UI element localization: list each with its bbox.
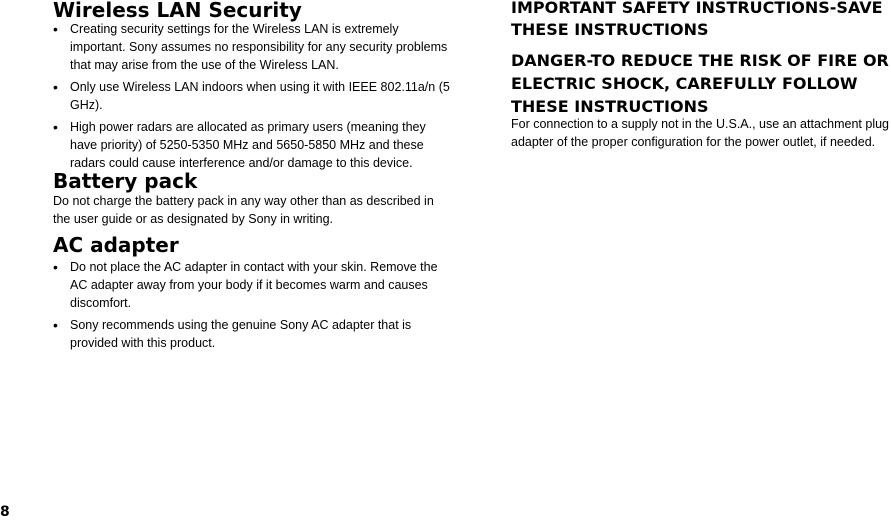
wireless-lan-heading: Wireless LAN Security [53, 0, 302, 22]
plug-adapter-body: For connection to a supply not in the U.S.A., use an attachment plug adapter of the proper configuration for the power outlet, if needed. [511, 117, 890, 149]
page-number: 8 [0, 504, 10, 520]
ac-adapter-heading: AC adapter [53, 233, 179, 257]
list-item: • Only use Wireless LAN indoors when using it with IEEE 802.11a/n (5 GHz). [53, 78, 453, 114]
list-item: • High power radars are allocated as primary users (meaning they have priority) of 5250-5350 MHz and 5650-5850 MHz and these radars could cause interference and/or damage to this device. [53, 118, 453, 172]
battery-pack-heading: Battery pack [53, 169, 198, 193]
battery-pack-body: Do not charge the battery pack in any way other than as described in the user guide or as designated by Sony in writing. [53, 194, 434, 226]
ac-adapter-list [53, 258, 453, 356]
list-item: • Creating security settings for the Wireless LAN is extremely important. Sony assumes no responsibility for any security problems that may arise from the use of the Wireless LAN. [53, 20, 453, 74]
safety-instructions-heading: IMPORTANT SAFETY INSTRUCTIONS-SAVE THESE INSTRUCTIONS [511, 0, 883, 39]
list-item: • Do not place the AC adapter in contact with your skin. Remove the AC adapter away from your body if it becomes warm and causes discomfort. [53, 258, 453, 312]
wireless-lan-list [53, 20, 453, 176]
danger-heading: DANGER-TO REDUCE THE RISK OF FIRE OR ELECTRIC SHOCK, CAREFULLY FOLLOW THESE INSTRUCTIONS [511, 51, 889, 116]
list-item: • Sony recommends using the genuine Sony AC adapter that is provided with this product. [53, 316, 453, 352]
